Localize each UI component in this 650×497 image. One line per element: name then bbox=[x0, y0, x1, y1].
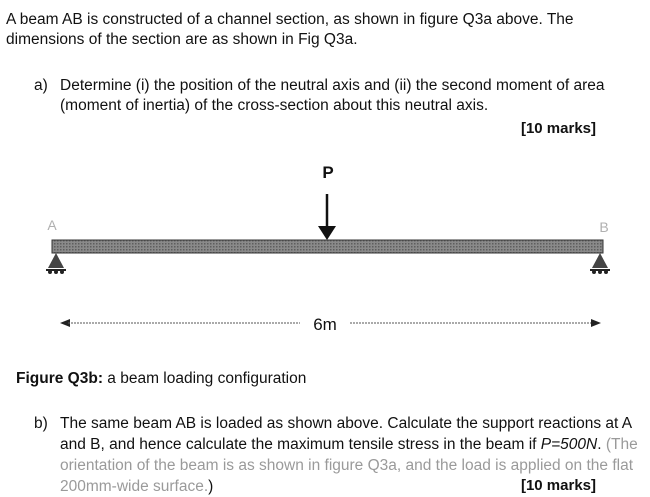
question-a-label: a) bbox=[34, 77, 48, 94]
support-a-label: A bbox=[47, 217, 57, 233]
question-b-load-value: P=500N bbox=[540, 436, 598, 453]
beam-diagram bbox=[0, 150, 650, 350]
left-pin-support bbox=[46, 253, 66, 274]
intro-paragraph: A beam AB is constructed of a channel section, as shown in figure Q3a above. The dimensions of the section are as shown in Fig Q3a. bbox=[6, 11, 574, 48]
question-b-text-main: The same beam AB is loaded as shown above. Calculate the support reactions at A and B, and hence calculate the maximum tensile stress in the beam if bbox=[60, 415, 632, 453]
beam bbox=[52, 240, 603, 253]
figure-caption-text: a beam loading configuration bbox=[102, 370, 307, 387]
question-b-label: b) bbox=[34, 415, 48, 432]
span-label: 6m bbox=[313, 315, 337, 334]
right-pin-support bbox=[590, 253, 610, 274]
question-a bbox=[34, 76, 634, 116]
support-b-label: B bbox=[599, 219, 609, 235]
figure-caption-title: Figure Q3b: bbox=[16, 370, 103, 387]
question-a-marks: [10 marks] bbox=[520, 120, 596, 137]
figure-caption bbox=[16, 370, 306, 388]
load-arrow bbox=[318, 194, 336, 240]
question-b-marks: [10 marks] bbox=[520, 477, 596, 494]
question-b-note: (The orientation of the beam is as shown in figure Q3a, and the load is applied on the flat 200mm-wide surface. bbox=[60, 436, 638, 495]
question-b-close-paren: ) bbox=[208, 478, 214, 495]
question-b-text-period: . bbox=[597, 436, 606, 453]
load-label: P bbox=[322, 163, 334, 182]
question-a-text: Determine (i) the position of the neutral axis and (ii) the second moment of area (moment of inertia) of the cross-section about this neutral axis. bbox=[60, 77, 605, 114]
